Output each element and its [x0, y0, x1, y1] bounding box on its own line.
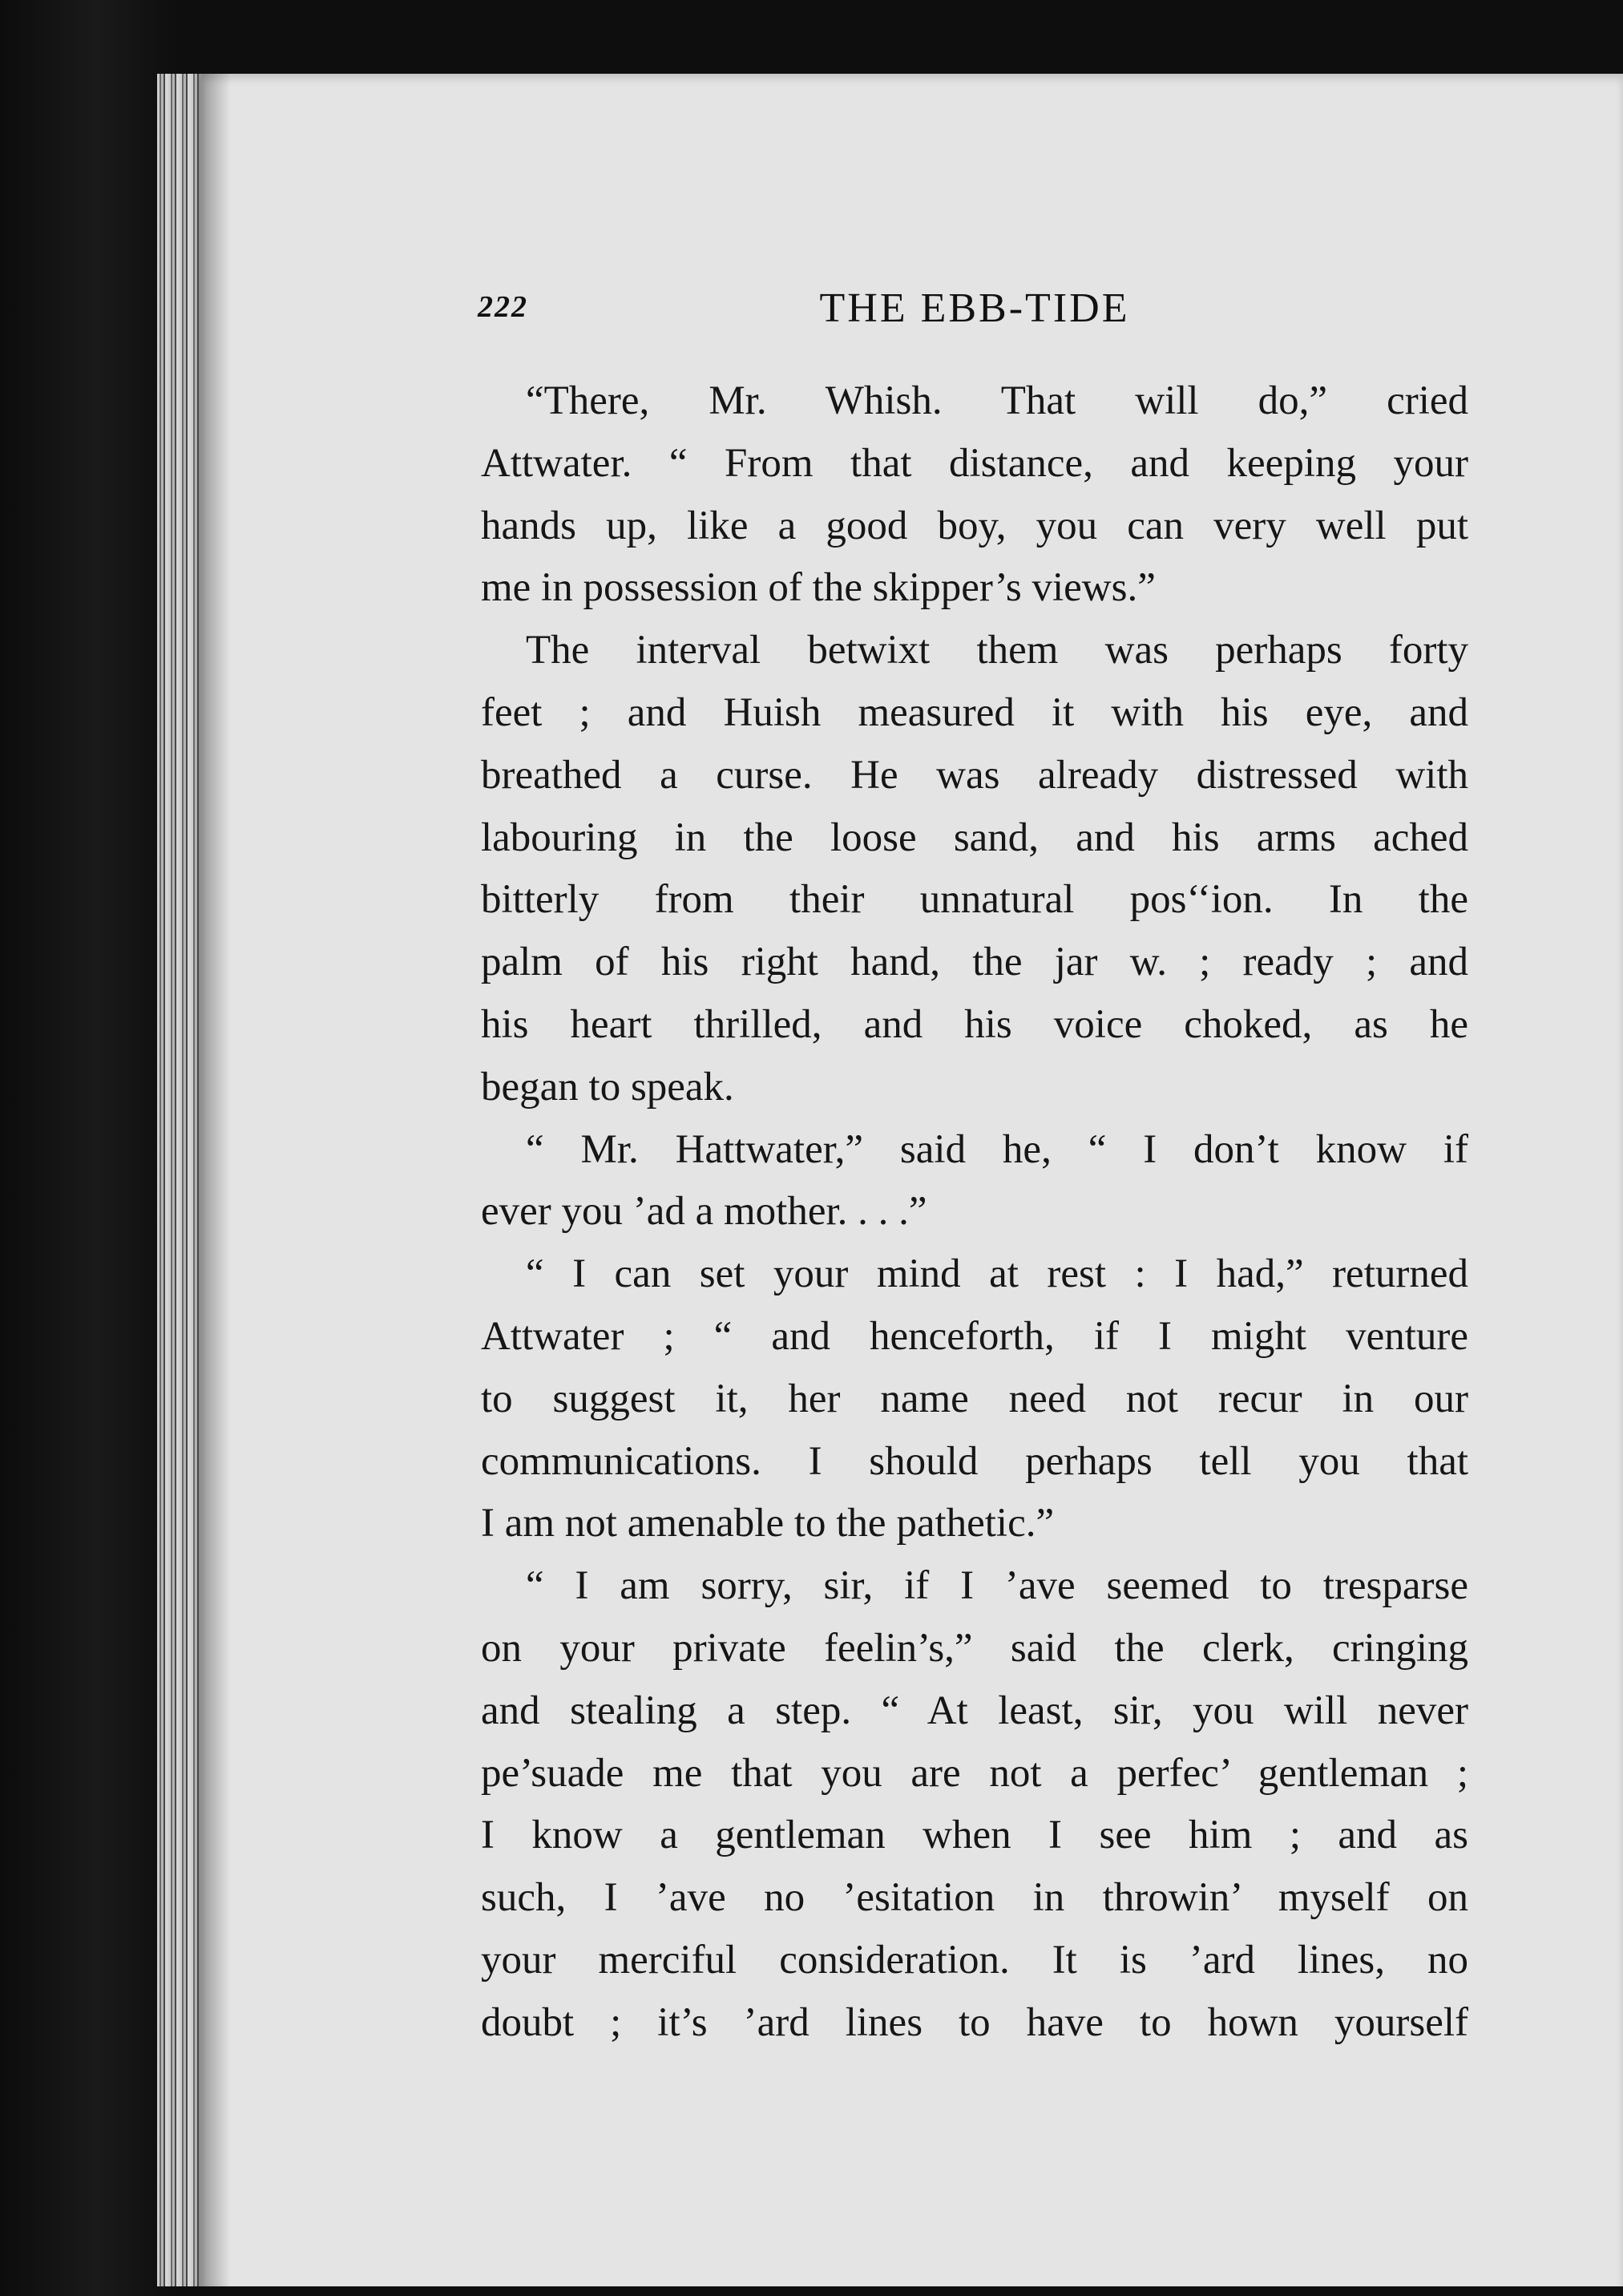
text-line: pe’suade me that you are not a perfec’ gentleman ; [481, 1750, 1468, 1796]
text-line: on your private feelin’s,” said the clerk, cringing [481, 1625, 1468, 1671]
text-line: palm of his right hand, the jar w. ; ready ; and [481, 940, 1468, 985]
text-line: “ I am sorry, sir, if I ’ave seemed to tresparse [526, 1563, 1468, 1609]
text-line: to suggest it, her name need not recur in our [481, 1376, 1468, 1421]
text-line: and stealing a step. “ At least, sir, you will never [481, 1688, 1468, 1733]
page-number: 222 [478, 290, 528, 324]
text-line: “ Mr. Hattwater,” said he, “ I don’t know if [526, 1126, 1468, 1172]
body-text [481, 370, 1468, 2055]
text-line: “ I can set your mind at rest : I had,” returned [526, 1251, 1468, 1297]
text-line: labouring in the loose sand, and his arms ached [481, 815, 1468, 860]
text-line: doubt ; it’s ’ard lines to have to hown yourself [481, 1999, 1468, 2045]
text-line: Attwater ; “ and henceforth, if I might venture [481, 1313, 1468, 1359]
page-header [478, 285, 1472, 333]
text-line: hands up, like a good boy, you can very well put [481, 503, 1468, 548]
running-title: THE EBB-TIDE [819, 285, 1130, 331]
text-line: I know a gentleman when I see him ; and as [481, 1813, 1468, 1858]
text-line: The interval betwixt them was perhaps forty [526, 628, 1468, 673]
text-line: feet ; and Huish measured it with his eye, and [481, 689, 1468, 735]
text-line: me in possession of the skipper’s views.” [481, 565, 1156, 611]
text-line: “There, Mr. Whish. That will do,” cried [526, 378, 1468, 423]
text-line: Attwater. “ From that distance, and keeping your [481, 440, 1468, 486]
text-line: began to speak. [481, 1064, 734, 1110]
text-line: I am not amenable to the pathetic.” [481, 1501, 1055, 1546]
book-page-edges [157, 74, 205, 2286]
text-line: communications. I should perhaps tell you that [481, 1438, 1468, 1484]
text-line: ever you ’ad a mother. . . .” [481, 1189, 927, 1235]
text-line: bitterly from their unnatural pos‘‘ion. In the [481, 877, 1468, 923]
text-line: his heart thrilled, and his voice choked, as he [481, 1001, 1468, 1047]
text-line: your merciful consideration. It is ’ard lines, no [481, 1937, 1468, 1983]
text-line: breathed a curse. He was already distressed with [481, 752, 1468, 798]
text-line: such, I ’ave no ’esitation in throwin’ myself on [481, 1875, 1468, 1921]
